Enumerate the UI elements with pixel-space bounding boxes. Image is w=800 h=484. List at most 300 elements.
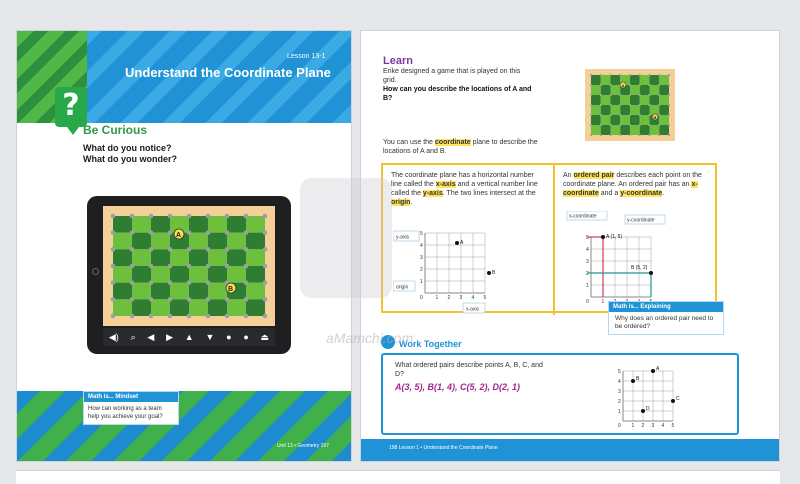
watermark-logo xyxy=(300,178,392,298)
board-cell xyxy=(650,75,660,85)
plot1-point-a-label: A xyxy=(460,240,464,246)
learn-heading: Learn xyxy=(383,55,413,67)
board-cell xyxy=(132,283,151,300)
tablet-controls xyxy=(103,328,275,346)
origin-term: origin xyxy=(391,199,411,206)
board-peg xyxy=(639,124,641,126)
board-cell xyxy=(151,299,170,316)
board-cell xyxy=(151,249,170,266)
board-peg xyxy=(206,314,211,319)
board-peg xyxy=(609,134,611,136)
board-peg xyxy=(648,84,650,86)
board-cell xyxy=(620,115,630,125)
plot2-point-a xyxy=(601,235,605,239)
board-cell xyxy=(151,266,170,283)
board-peg xyxy=(658,104,660,106)
board-peg xyxy=(648,114,650,116)
board-cell xyxy=(208,216,227,233)
board-cell xyxy=(170,299,189,316)
board-cell xyxy=(151,283,170,300)
x-tick-label: 3 xyxy=(651,423,655,429)
be-curious-heading: Be Curious xyxy=(83,123,148,137)
box-divider xyxy=(553,165,555,315)
board-cell xyxy=(659,105,669,115)
board-cell xyxy=(620,125,630,135)
board-peg xyxy=(629,84,631,86)
intro-text: Erike designed a game that is played on this grid. xyxy=(383,68,521,84)
board-cell xyxy=(208,299,227,316)
pause-icon[interactable]: ● xyxy=(243,332,249,342)
board-peg xyxy=(600,124,602,126)
plot2-point-b xyxy=(649,271,653,275)
mindset-callout xyxy=(83,391,179,425)
board-cell xyxy=(132,249,151,266)
board-cell xyxy=(246,266,265,283)
y-tick-label: 4 xyxy=(618,379,621,385)
board-peg xyxy=(244,230,249,235)
ordered-pair-definition: An ordered pair describes each point on the coordinate plane. An ordered pair has an x-coordinate and a y-coordinate. xyxy=(563,172,702,197)
board-cell xyxy=(132,216,151,233)
thumb-point-b-label: B xyxy=(653,115,657,120)
board-cell xyxy=(591,115,601,125)
board-peg xyxy=(263,214,268,219)
board-peg xyxy=(619,74,621,76)
board-peg xyxy=(168,280,173,285)
board-cell xyxy=(601,105,611,115)
y-tick-label: 3 xyxy=(618,389,621,395)
board-cell xyxy=(189,233,208,250)
board-peg xyxy=(206,280,211,285)
board-cell xyxy=(611,125,621,135)
game-board-screen xyxy=(103,206,275,326)
work-together-box xyxy=(381,353,739,435)
board-peg xyxy=(168,230,173,235)
board-peg xyxy=(658,134,660,136)
origin-tick-label: 0 xyxy=(586,299,589,305)
x-tick-label: 1 xyxy=(601,299,605,305)
board-peg xyxy=(619,94,621,96)
board-peg xyxy=(187,264,192,269)
board-peg xyxy=(225,230,230,235)
board-peg xyxy=(206,297,211,302)
y-axis-label: y-axis xyxy=(396,234,410,241)
board-cell xyxy=(659,75,669,85)
tablet-button-icon xyxy=(92,268,99,275)
work-together-question: What ordered pairs describe points A, B, C, and D? xyxy=(395,362,543,378)
board-peg xyxy=(130,230,135,235)
board-cell xyxy=(640,75,650,85)
lesson-number: Lesson 13-1 xyxy=(287,53,326,60)
board-peg xyxy=(609,84,611,86)
board-peg xyxy=(149,297,154,302)
y-tick-label: 2 xyxy=(420,267,423,273)
board-peg xyxy=(639,114,641,116)
board-cell xyxy=(630,75,640,85)
board-peg xyxy=(609,104,611,106)
origin-tick-label: 0 xyxy=(420,295,423,301)
board-peg xyxy=(639,94,641,96)
board-cell xyxy=(189,249,208,266)
board-cell xyxy=(630,105,640,115)
board-cell xyxy=(151,233,170,250)
board-cell xyxy=(170,249,189,266)
axis-plane-diagram xyxy=(393,221,543,315)
y-tick-label: 2 xyxy=(618,399,621,405)
ordered-pair-diagram xyxy=(565,211,715,315)
board-cell xyxy=(611,85,621,95)
board-peg xyxy=(600,84,602,86)
board-peg xyxy=(168,314,173,319)
board-cell xyxy=(591,85,601,95)
x-coordinate-label: x-coordinate xyxy=(569,213,597,220)
board-peg xyxy=(619,124,621,126)
definition-box xyxy=(381,163,717,313)
watermark-text: aMamchi.com xyxy=(326,330,414,346)
board-peg xyxy=(187,247,192,252)
board-peg xyxy=(609,74,611,76)
board-cell xyxy=(659,85,669,95)
intro-question: How can you describe the locations of A and B? xyxy=(383,86,532,102)
board-cell xyxy=(189,299,208,316)
coordinate-term: coordinate xyxy=(434,139,471,146)
board-peg xyxy=(639,134,641,136)
board-cell xyxy=(601,75,611,85)
board-peg xyxy=(244,280,249,285)
board-cell xyxy=(591,75,601,85)
board-peg xyxy=(668,74,670,76)
board-peg xyxy=(590,114,592,116)
board-cell xyxy=(611,75,621,85)
board-peg xyxy=(600,94,602,96)
board-peg xyxy=(206,214,211,219)
arrow-up-icon[interactable]: ▲ xyxy=(184,332,194,342)
board-cell xyxy=(227,216,246,233)
board-peg xyxy=(629,134,631,136)
board-cell xyxy=(650,95,660,105)
wonder-text: What do you wonder? xyxy=(83,154,177,164)
board-cell xyxy=(591,95,601,105)
board-peg xyxy=(244,214,249,219)
board-peg xyxy=(244,264,249,269)
board-cell xyxy=(113,216,132,233)
board-cell xyxy=(227,299,246,316)
board-cell xyxy=(630,95,640,105)
board-cell xyxy=(113,299,132,316)
x-tick-label: 2 xyxy=(447,295,451,301)
board-peg xyxy=(263,230,268,235)
y-coordinate-label: y-coordinate xyxy=(627,217,655,224)
board-cell xyxy=(246,216,265,233)
board-cell xyxy=(113,266,132,283)
x-tick-label: 5 xyxy=(671,423,675,429)
board-peg xyxy=(244,297,249,302)
board-peg xyxy=(111,314,116,319)
y-tick-label: 5 xyxy=(586,235,589,241)
board-peg xyxy=(149,230,154,235)
use-coord-post: plane to describe the locations of A and B. xyxy=(383,139,538,155)
wt-point-b-label: B xyxy=(636,376,640,382)
board-cell xyxy=(640,95,650,105)
wt-point-d xyxy=(641,409,645,413)
board-peg xyxy=(590,124,592,126)
board-peg xyxy=(648,74,650,76)
y-tick-label: 3 xyxy=(420,255,423,261)
board-peg xyxy=(263,247,268,252)
board-cell xyxy=(113,249,132,266)
next-pages-edge xyxy=(16,470,780,484)
board-peg xyxy=(149,264,154,269)
tablet-device xyxy=(87,196,291,354)
wt-point-b xyxy=(631,379,635,383)
board-peg xyxy=(648,124,650,126)
board-cell xyxy=(659,95,669,105)
left-bottom-decor xyxy=(17,391,352,461)
board-peg xyxy=(187,297,192,302)
board-peg xyxy=(149,247,154,252)
board-cell xyxy=(113,233,132,250)
board-peg xyxy=(629,104,631,106)
ordered-pair-term: ordered pair xyxy=(573,172,615,179)
wt-point-a-label: A xyxy=(656,366,660,372)
y-tick-label: 1 xyxy=(618,409,621,415)
board-peg xyxy=(168,214,173,219)
board-cell xyxy=(620,105,630,115)
x-tick-label: 4 xyxy=(661,423,665,429)
board-peg xyxy=(206,247,211,252)
board-peg xyxy=(187,230,192,235)
y-tick-label: 3 xyxy=(586,259,589,265)
board-cell xyxy=(208,233,227,250)
x-axis-label: x-axis xyxy=(466,306,480,313)
board-peg xyxy=(590,134,592,136)
mindset-body: How can working as a team help you achieve your goal? xyxy=(88,406,163,420)
wt-point-d-label: D xyxy=(646,406,650,412)
board-cell xyxy=(620,95,630,105)
board-peg xyxy=(658,74,660,76)
board-peg xyxy=(590,94,592,96)
board-cell xyxy=(640,115,650,125)
origin-label: origin xyxy=(396,284,409,291)
board-peg xyxy=(668,84,670,86)
board-cell xyxy=(601,125,611,135)
board-peg xyxy=(130,264,135,269)
board-cell xyxy=(630,115,640,125)
game-grid-svg xyxy=(103,206,275,326)
explaining-body: Why does an ordered pair need to be ordered? xyxy=(615,315,714,330)
coordinate-plane-intro xyxy=(383,138,543,156)
y-tick-label: 1 xyxy=(420,279,423,285)
work-together-plane xyxy=(611,357,683,431)
board-peg xyxy=(130,280,135,285)
board-peg xyxy=(263,297,268,302)
plot1-point-a xyxy=(455,241,459,245)
board-cell xyxy=(650,125,660,135)
board-peg xyxy=(187,214,192,219)
board-peg xyxy=(225,314,230,319)
board-peg xyxy=(609,114,611,116)
eject-icon[interactable]: ⏏ xyxy=(260,331,270,342)
x-tick-label: 5 xyxy=(483,295,487,301)
board-cell xyxy=(591,125,601,135)
board-cell xyxy=(227,233,246,250)
board-cell xyxy=(630,85,640,95)
play-icon[interactable]: ● xyxy=(226,332,232,342)
arrow-left-icon[interactable]: ◀ xyxy=(147,331,155,342)
right-footer: 198 Lesson 1 • Understand the Coordinate Plane xyxy=(389,445,498,451)
board-cell xyxy=(246,283,265,300)
board-cell xyxy=(208,283,227,300)
y-tick-label: 4 xyxy=(420,243,423,249)
board-peg xyxy=(590,84,592,86)
board-cell xyxy=(640,85,650,95)
thumbnail-grid-svg xyxy=(585,69,675,141)
board-peg xyxy=(225,214,230,219)
board-cell xyxy=(113,283,132,300)
board-peg xyxy=(244,314,249,319)
board-peg xyxy=(609,124,611,126)
explaining-callout xyxy=(608,301,724,335)
board-peg xyxy=(111,247,116,252)
board-peg xyxy=(244,247,249,252)
board-cell xyxy=(246,233,265,250)
point-b-label: B xyxy=(228,286,234,293)
board-peg xyxy=(590,74,592,76)
left-footer: Unit 13 • Geometry 197 xyxy=(276,443,329,449)
board-cell xyxy=(246,299,265,316)
board-peg xyxy=(668,104,670,106)
x-tick-label: 2 xyxy=(641,423,645,429)
y-tick-label: 2 xyxy=(586,271,589,277)
board-cell xyxy=(170,283,189,300)
notice-text: What do you notice? xyxy=(83,143,172,153)
board-peg xyxy=(629,124,631,126)
board-peg xyxy=(263,280,268,285)
board-peg xyxy=(130,247,135,252)
mindset-header: Math is... Mindset xyxy=(84,392,178,402)
board-peg xyxy=(609,94,611,96)
learn-intro xyxy=(383,67,533,103)
board-peg xyxy=(629,94,631,96)
point-a-label: A xyxy=(176,232,182,239)
board-peg xyxy=(111,280,116,285)
board-peg xyxy=(130,214,135,219)
board-peg xyxy=(619,104,621,106)
board-cell xyxy=(611,115,621,125)
board-cell xyxy=(132,299,151,316)
x-tick-label: 3 xyxy=(459,295,463,301)
board-peg xyxy=(619,134,621,136)
thumb-point-a-label: A xyxy=(621,83,625,88)
board-peg xyxy=(648,134,650,136)
board-peg xyxy=(225,247,230,252)
explaining-header: Math is... Explaining xyxy=(609,302,723,312)
board-peg xyxy=(658,124,660,126)
board-cell xyxy=(208,266,227,283)
board-peg xyxy=(206,230,211,235)
board-peg xyxy=(111,264,116,269)
board-peg xyxy=(130,297,135,302)
board-peg xyxy=(658,84,660,86)
board-cell xyxy=(227,266,246,283)
board-cell xyxy=(601,115,611,125)
board-cell xyxy=(208,249,227,266)
x-tick-label: 4 xyxy=(471,295,475,301)
board-cell xyxy=(659,115,669,125)
board-cell xyxy=(132,233,151,250)
question-mark-icon: ? xyxy=(55,87,87,127)
board-cell xyxy=(659,125,669,135)
x-coordinate-term: x-coordinate xyxy=(563,181,698,197)
board-peg xyxy=(206,264,211,269)
board-cell xyxy=(132,266,151,283)
use-coord-pre: You can use the xyxy=(383,139,435,146)
board-peg xyxy=(590,104,592,106)
board-peg xyxy=(187,280,192,285)
work-together-heading: Work Together xyxy=(399,339,462,349)
board-peg xyxy=(149,280,154,285)
plot1-point-b xyxy=(487,271,491,275)
x-tick-label: 1 xyxy=(631,423,635,429)
board-cell xyxy=(650,85,660,95)
board-peg xyxy=(168,264,173,269)
board-peg xyxy=(225,264,230,269)
board-peg xyxy=(658,114,660,116)
board-cell xyxy=(151,216,170,233)
board-cell xyxy=(189,283,208,300)
board-cell xyxy=(170,266,189,283)
arrow-right-icon[interactable]: ▶ xyxy=(166,331,173,342)
board-peg xyxy=(658,94,660,96)
board-cell xyxy=(640,105,650,115)
volume-icon[interactable]: ◀) xyxy=(108,331,119,342)
board-peg xyxy=(600,74,602,76)
board-peg xyxy=(149,314,154,319)
board-cell xyxy=(611,95,621,105)
y-tick-label: 5 xyxy=(618,369,621,375)
wt-point-a xyxy=(651,369,655,373)
board-cell xyxy=(189,216,208,233)
board-peg xyxy=(600,134,602,136)
board-peg xyxy=(668,94,670,96)
board-peg xyxy=(629,114,631,116)
board-peg xyxy=(629,74,631,76)
plot2-point-a-label: A (1, 5) xyxy=(606,234,623,240)
board-peg xyxy=(668,114,670,116)
board-peg xyxy=(130,314,135,319)
board-peg xyxy=(168,247,173,252)
y-axis-term: y-axis xyxy=(422,190,443,197)
x-tick-label: 1 xyxy=(435,295,439,301)
arrow-down-icon[interactable]: ▼ xyxy=(205,332,215,342)
board-peg xyxy=(187,314,192,319)
y-tick-label: 5 xyxy=(420,231,423,237)
notice-wonder-prompt xyxy=(83,143,177,165)
plot2-point-b-label: B (5, 2) xyxy=(631,265,648,271)
board-peg xyxy=(600,104,602,106)
board-peg xyxy=(111,297,116,302)
right-page xyxy=(360,30,780,462)
y-tick-label: 4 xyxy=(586,247,589,253)
board-cell xyxy=(611,105,621,115)
board-cell xyxy=(227,249,246,266)
zoom-icon[interactable]: ⌕ xyxy=(130,331,136,342)
board-cell xyxy=(640,125,650,135)
board-peg xyxy=(668,124,670,126)
board-peg xyxy=(639,84,641,86)
board-cell xyxy=(650,105,660,115)
y-coordinate-term: y-coordinate xyxy=(620,190,663,197)
board-cell xyxy=(591,105,601,115)
